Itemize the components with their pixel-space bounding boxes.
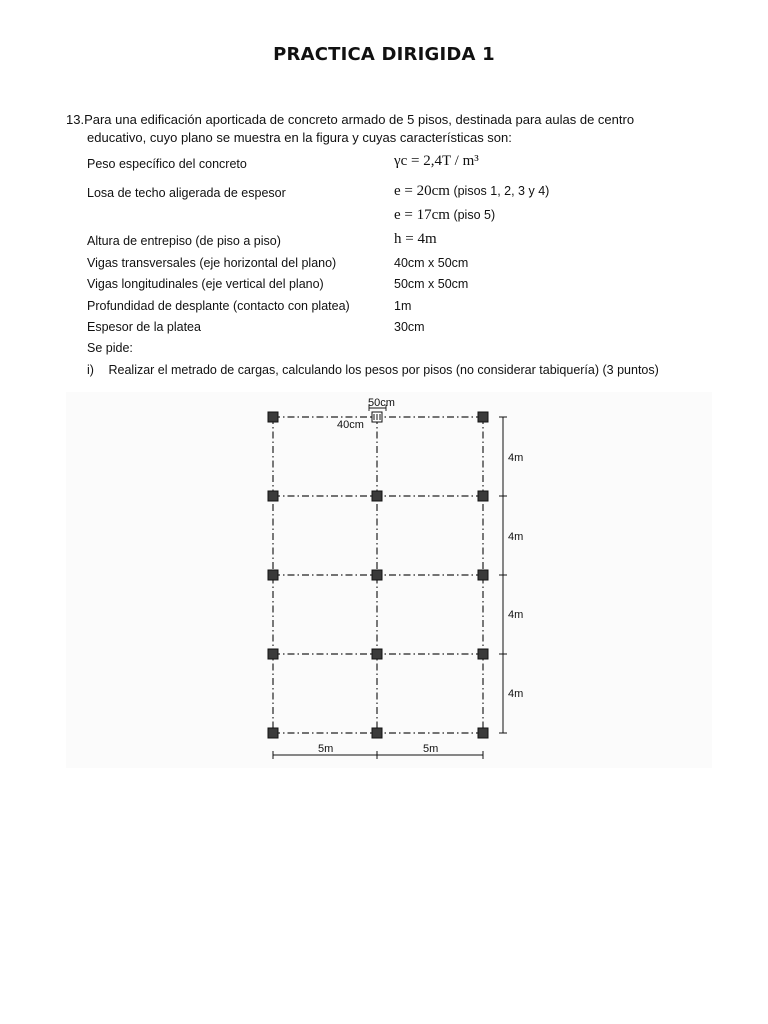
slab-equation-1: e = 20cm (394, 183, 450, 199)
plan-background (66, 392, 712, 768)
column (372, 649, 382, 659)
prop-label-height: Altura de entrepiso (de piso a piso) (87, 234, 281, 248)
column (268, 728, 278, 738)
problem-number: 13. (66, 112, 85, 127)
prop-value-transverse-beams: 40cm x 50cm (394, 256, 469, 270)
column-top-label: 50cm (368, 397, 395, 409)
column (268, 412, 278, 422)
span-vertical-4: 4m (508, 688, 524, 700)
span-vertical-3: 4m (508, 609, 524, 621)
slab-equation-2: e = 17cm (394, 207, 450, 223)
task-text: Realizar el metrado de cargas, calculando los pesos por pisos (no considerar tabiquería) (3 puntos) (108, 363, 659, 377)
column (478, 491, 488, 501)
column (478, 570, 488, 580)
problem-line-2: educativo, cuyo plano se muestra en la figura y cuyas características son: (87, 130, 512, 145)
gamma-symbol: γc (394, 153, 408, 169)
slab-note-2: (piso 5) (453, 208, 496, 222)
column (478, 412, 488, 422)
prop-label-platea: Espesor de la platea (87, 320, 201, 334)
gamma-equation: = 2,4T / m³ (411, 153, 479, 169)
span-vertical-1: 4m (508, 452, 524, 464)
prop-value-height: h = 4m (394, 231, 437, 247)
column (372, 491, 382, 501)
prop-value-platea: 30cm (394, 320, 425, 334)
span-horizontal-1: 5m (318, 743, 334, 755)
column-side-label: 40cm (337, 419, 364, 431)
slab-note-1: (pisos 1, 2, 3 y 4) (453, 184, 550, 198)
column (268, 649, 278, 659)
problem-line-1: Para una edificación aporticada de concreto armado de 5 pisos, destinada para aulas de centro (84, 112, 635, 127)
prop-label-transverse-beams: Vigas transversales (eje horizontal del plano) (87, 256, 337, 270)
prop-value-longitudinal-beams: 50cm x 50cm (394, 277, 469, 291)
se-pide-label: Se pide: (87, 341, 133, 355)
prop-label-longitudinal-beams: Vigas longitudinales (eje vertical del plano) (87, 277, 324, 291)
column (478, 728, 488, 738)
column (372, 728, 382, 738)
column (478, 649, 488, 659)
column (268, 570, 278, 580)
prop-value-depth: 1m (394, 299, 412, 313)
span-vertical-2: 4m (508, 531, 524, 543)
column (372, 570, 382, 580)
span-horizontal-2: 5m (423, 743, 439, 755)
column (268, 491, 278, 501)
prop-label-depth: Profundidad de desplante (contacto con platea) (87, 299, 350, 313)
task-index: i) (87, 363, 94, 377)
prop-label-specific-weight: Peso específico del concreto (87, 157, 247, 171)
page-title: PRACTICA DIRIGIDA 1 (273, 44, 495, 65)
prop-label-slab: Losa de techo aligerada de espesor (87, 186, 286, 200)
